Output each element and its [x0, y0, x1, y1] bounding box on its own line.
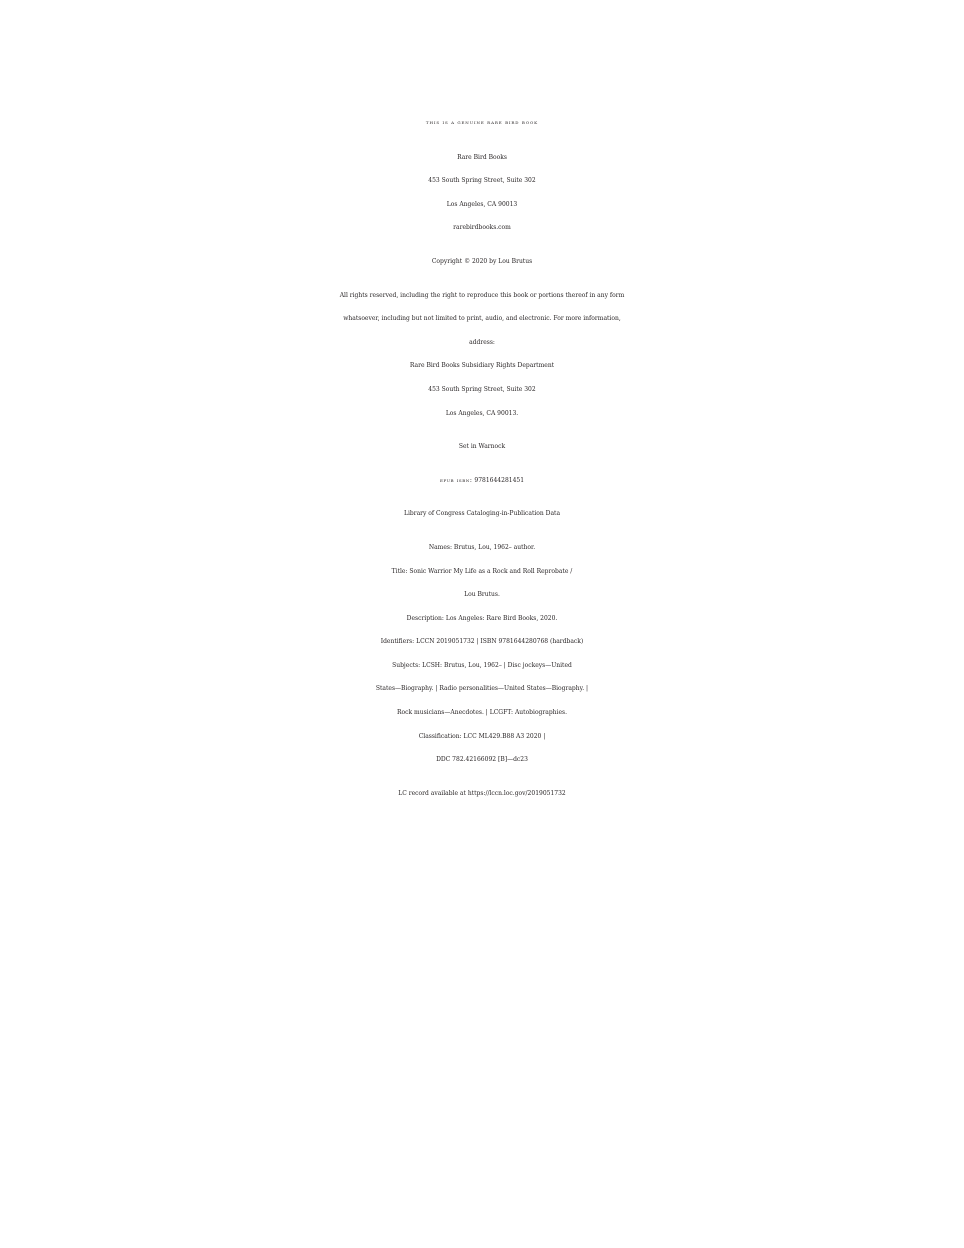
isbn-value: 9781644281451 [474, 476, 525, 484]
isbn-line [0, 469, 964, 493]
rights-line-2: whatsoever, including but not limited to print, audio, and electronic. For more information, [343, 315, 621, 323]
typeset-block [0, 435, 964, 459]
copyright-page [0, 112, 964, 815]
copyright-block [0, 250, 964, 274]
cip-subjects-2: States—Biography. | Radio personalities—United States—Biography. | [375, 685, 589, 693]
rights-block [0, 284, 964, 426]
isbn-label: epub isbn: [439, 476, 473, 484]
genuine-book-tagline: this is a genuine rare bird book [425, 120, 539, 126]
cip-title-author: Lou Brutus. [464, 591, 500, 599]
isbn-block [0, 469, 964, 493]
publisher-website: rarebirdbooks.com [453, 224, 511, 232]
cip-classification-1: Classification: LCC ML429.B88 A3 2020 | [418, 732, 546, 740]
rights-street: 453 South Spring Street, Suite 302 [428, 385, 536, 393]
publisher-street: 453 South Spring Street, Suite 302 [428, 177, 536, 185]
typeset-text: Set in Warnock [458, 443, 506, 451]
cip-data-block [0, 536, 964, 772]
publisher-city: Los Angeles, CA 90013 [446, 200, 518, 208]
lc-record-text: LC record available at https://lccn.loc.gov/2019051732 [398, 789, 566, 797]
cip-subjects-1: Subjects: LCSH: Brutus, Lou, 1962– | Disc jockeys—United [392, 661, 572, 669]
rights-line-1: All rights reserved, including the right to reproduce this book or portions thereof in any form [339, 291, 625, 299]
cip-identifiers: Identifiers: LCCN 2019051732 | ISBN 9781644280768 (hardback) [380, 638, 584, 646]
cip-names: Names: Brutus, Lou, 1962– author. [428, 543, 536, 551]
cip-description: Description: Los Angeles: Rare Bird Books, 2020. [406, 614, 558, 622]
rights-line-3: address: [469, 338, 495, 346]
rights-city: Los Angeles, CA 90013. [445, 409, 519, 417]
rights-department: Rare Bird Books Subsidiary Rights Department [409, 362, 555, 370]
header-block [0, 112, 964, 136]
lc-record-block [0, 782, 964, 806]
copyright-notice: Copyright © 2020 by Lou Brutus [431, 257, 533, 265]
publisher-name: Rare Bird Books [457, 153, 507, 161]
cip-heading: Library of Congress Cataloging-in-Publication Data [403, 510, 561, 518]
cip-heading-block [0, 502, 964, 526]
cip-title: Title: Sonic Warrior My Life as a Rock and Roll Reprobate / [391, 567, 573, 575]
publisher-address-block [0, 146, 964, 240]
cip-classification-2: DDC 782.42166092 [B]—dc23 [436, 756, 528, 764]
cip-subjects-3: Rock musicians—Anecdotes. | LCGFT: Autobiographies. [396, 709, 568, 717]
